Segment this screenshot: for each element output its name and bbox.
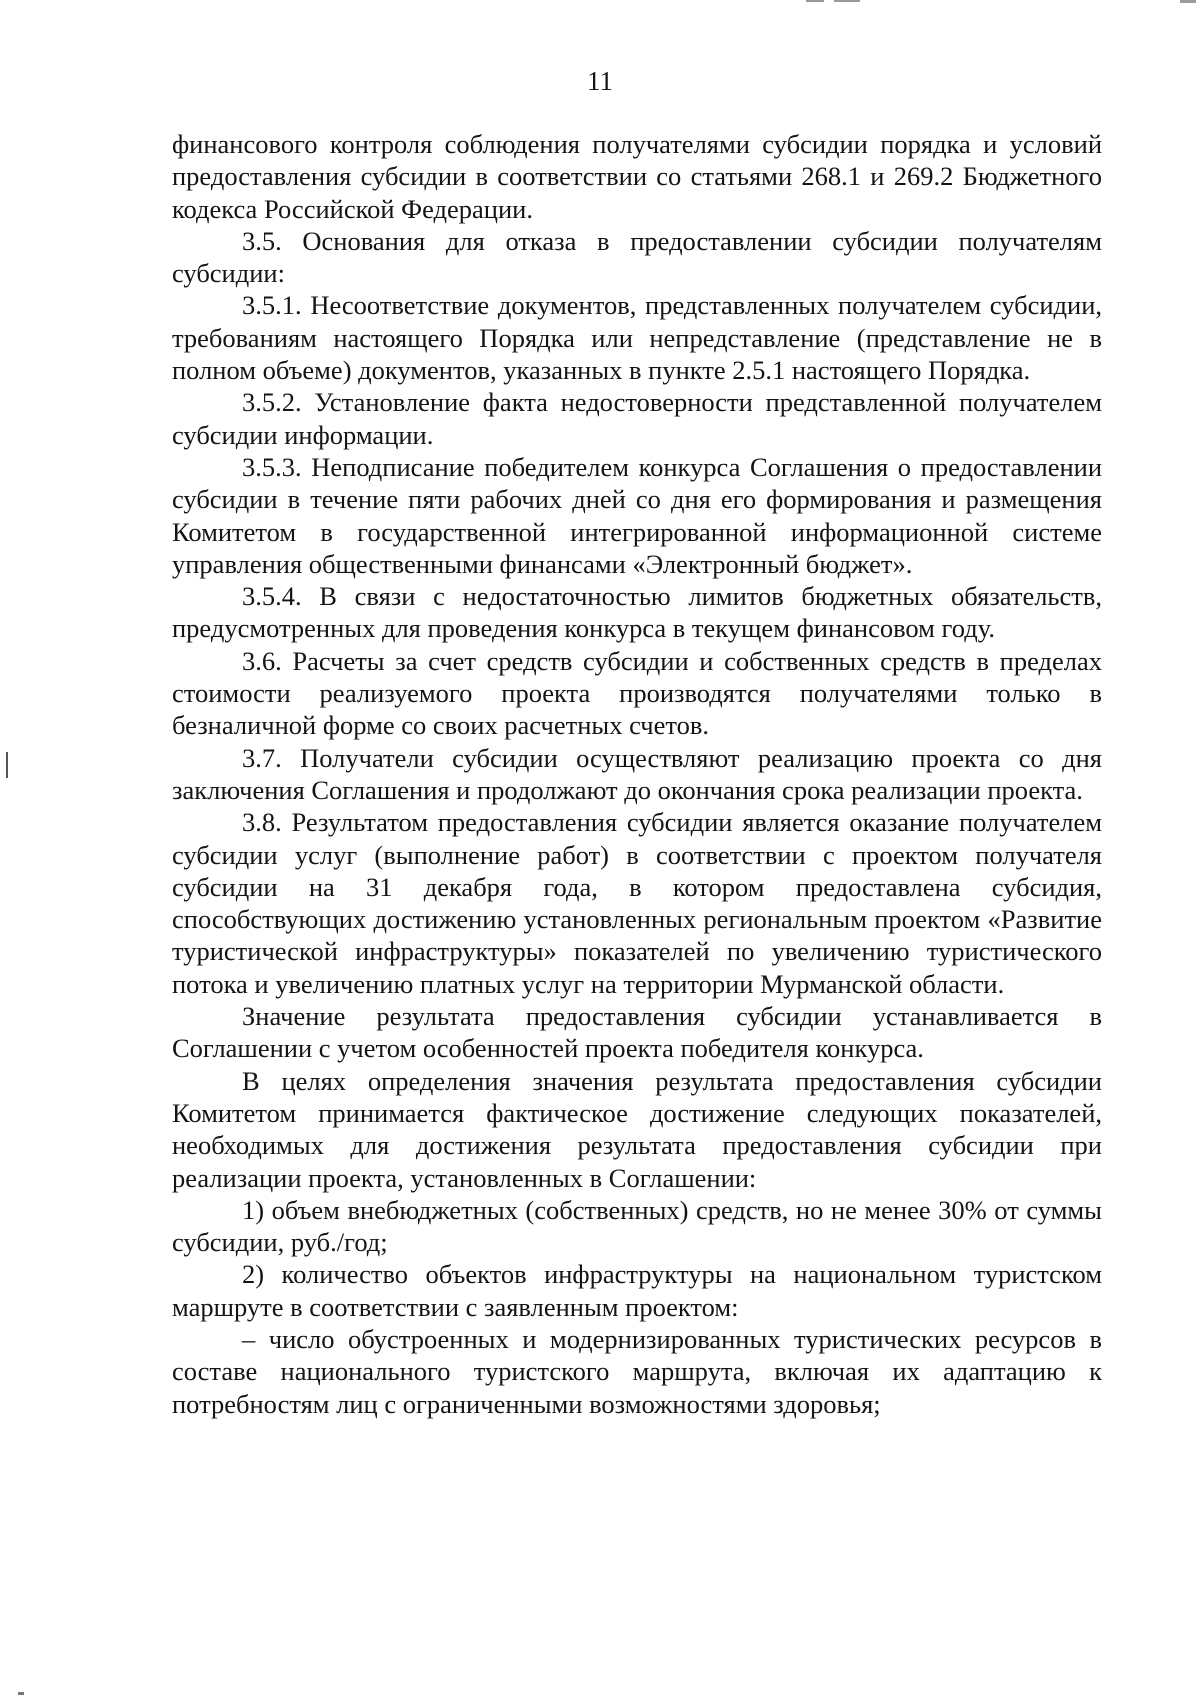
list-item-1: 1) объем внебюджетных (собственных) средств, но не менее 30% от суммы субсидии, руб./год;	[172, 1194, 1102, 1258]
scan-artifact	[834, 0, 860, 2]
paragraph-3-5-3: 3.5.3. Неподписание победителем конкурса Соглашения о предоставлении субсидии в течение пяти рабочих дней со дня его формирования и размещения Комитетом в государственной интегрированной информационной системе управления общественными финансами «Электронный бюджет».	[172, 451, 1102, 579]
paragraph-3-5-1: 3.5.1. Несоответствие документов, представленных получателем субсидии, требованиям настоящего Порядка или непредставление (представление не в полном объеме) документов, указанных в пункте 2.5.1 настоящего Порядка.	[172, 290, 1102, 386]
scan-artifact	[6, 752, 8, 778]
paragraph-3-8: 3.8. Результатом предоставления субсидии является оказание получателем субсидии услуг (выполнение работ) в соответствии с проектом получателя субсидии на 31 декабря года, в котором предоставлена субсидия, способствующих достижению установленных региональным проектом «Развитие туристической инфраструктуры» показателей по увеличению туристического потока и увеличению платных услуг на территории Мурманской области.	[172, 807, 1102, 999]
list-subitem-dash: – число обустроенных и модернизированных туристических ресурсов в составе национального туристского маршрута, включая их адаптацию к потребностям лиц с ограниченными возможностями здоровья;	[172, 1323, 1102, 1419]
scan-artifact	[806, 0, 824, 2]
paragraph-result-value: Значение результата предоставления субсидии устанавливается в Соглашении с учетом особенностей проекта победителя конкурса.	[172, 1001, 1102, 1064]
paragraph-3-6: 3.6. Расчеты за счет средств субсидии и собственных средств в пределах стоимости реализуемого проекта производятся получателями только в безналичной форме со своих расчетных счетов.	[172, 645, 1102, 741]
paragraph-3-5: 3.5. Основания для отказа в предоставлении субсидии получателям субсидии:	[172, 225, 1102, 289]
document-body	[172, 128, 1102, 1420]
paragraph: финансового контроля соблюдения получателями субсидии порядка и условий предоставления субсидии в соответствии со статьями 268.1 и 269.2 Бюджетного кодекса Российской Федерации.	[172, 129, 1102, 224]
paragraph-3-7: 3.7. Получатели субсидии осуществляют реализацию проекта со дня заключения Соглашения и продолжают до окончания срока реализации проекта.	[172, 742, 1102, 805]
scan-artifact	[18, 1692, 24, 1695]
paragraph-3-5-2: 3.5.2. Установление факта недостоверности представленной получателем субсидии информации.	[172, 387, 1102, 450]
paragraph-3-5-4: 3.5.4. В связи с недостаточностью лимитов бюджетных обязательств, предусмотренных для проведения конкурса в текущем финансовом году.	[172, 581, 1102, 644]
scan-artifact	[1180, 0, 1196, 3]
list-item-2: 2) количество объектов инфраструктуры на национальном туристском маршруте в соответствии с заявленным проектом:	[172, 1259, 1102, 1322]
paragraph-indicators-intro: В целях определения значения результата предоставления субсидии Комитетом принимается фактическое достижение следующих показателей, необходимых для достижения результата предоставления субсидии при реализации проекта, установленных в Соглашении:	[172, 1065, 1102, 1193]
page-number: 11	[587, 66, 613, 96]
